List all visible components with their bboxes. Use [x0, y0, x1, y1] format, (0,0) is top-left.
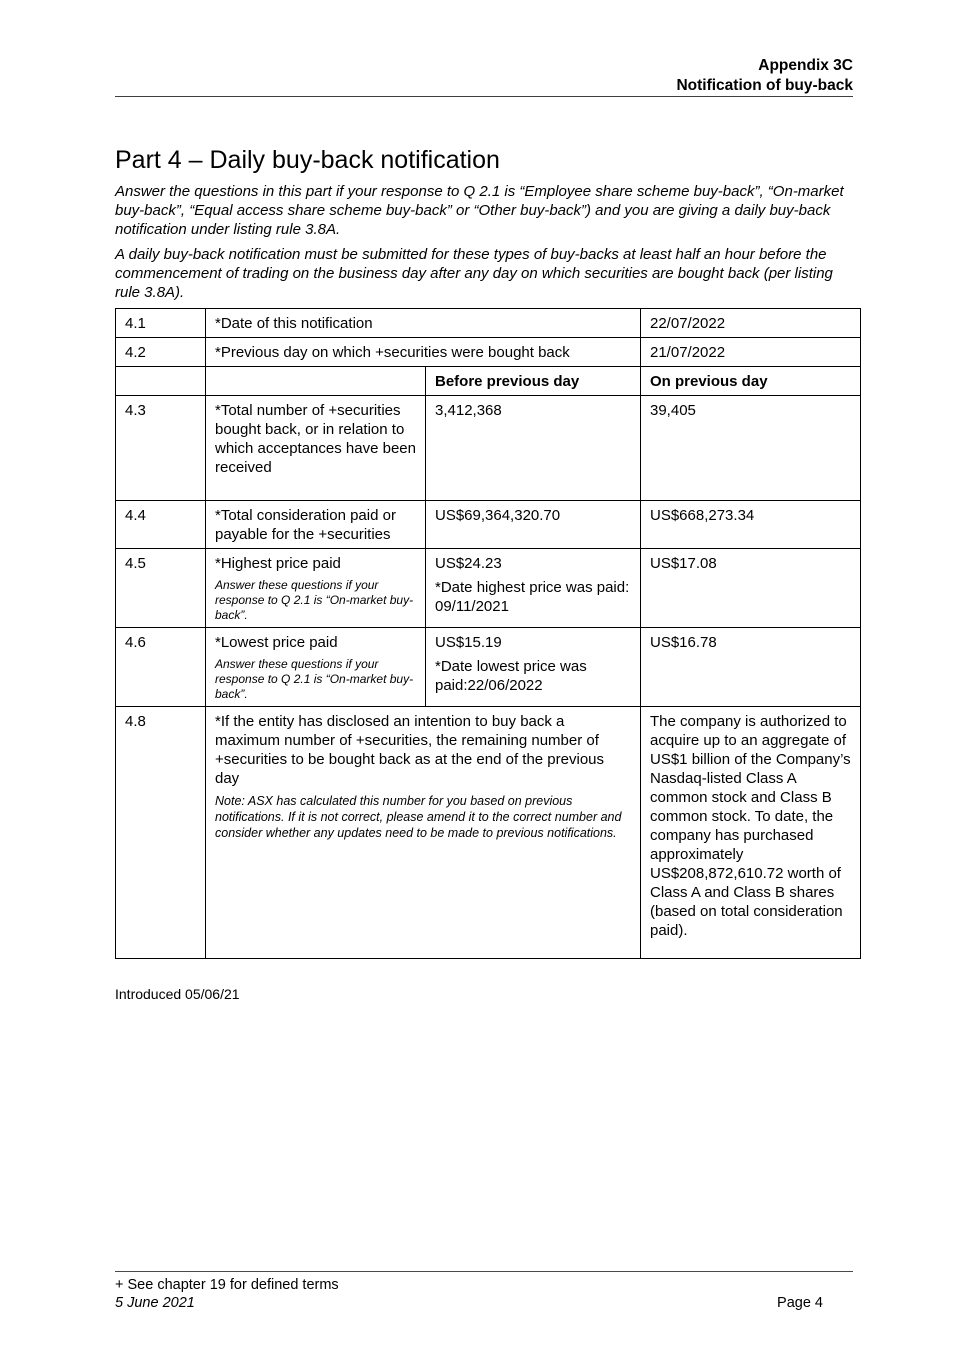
- introduced-note: Introduced 05/06/21: [115, 986, 240, 1002]
- before-price: US$15.19: [435, 634, 502, 651]
- main-content: [115, 146, 860, 1003]
- header-rule: [115, 96, 853, 97]
- item-label: *Total consideration paid or payable for the +securities: [206, 501, 426, 549]
- before-date: *Date highest price was paid: 09/11/2021: [435, 579, 630, 615]
- part-title: Part 4 – Daily buy-back notification: [115, 146, 500, 174]
- before-price: US$24.23: [435, 555, 502, 572]
- item-label-cell: [206, 549, 426, 628]
- intro-paragraph-1: Answer the questions in this part if your response to Q 2.1 is “Employee share scheme buy-back”, “On-market buy-back”, “Equal access share scheme buy-back” or “Other buy-back”) and you are giving a daily buy-back notification under listing rule 3.8A.: [115, 183, 844, 238]
- item-number: 4.1: [116, 309, 206, 338]
- col-header-on: On previous day: [641, 367, 861, 396]
- table-row-4-5: [116, 549, 861, 628]
- item-number: 4.8: [116, 707, 206, 959]
- item-note: Answer these questions if your response to Q 2.1 is “On-market buy-back”.: [215, 578, 414, 622]
- col-header-before: Before previous day: [426, 367, 641, 396]
- item-label: *Previous day on which +securities were bought back: [206, 338, 641, 367]
- buyback-table: [115, 308, 861, 959]
- on-value: US$17.08: [641, 549, 861, 628]
- appendix-label: Appendix 3C: [758, 57, 853, 74]
- item-value: The company is authorized to acquire up to an aggregate of US$1 billion of the Company’s Nasdaq-listed Class A common stock and Class B common stock. To date, the company has purchased approximately US$208,872,610.72 worth of Class A and Class B shares (based on total consideration paid).: [641, 707, 861, 959]
- item-label: *Highest price paid: [215, 555, 341, 572]
- before-value: US$69,364,320.70: [426, 501, 641, 549]
- item-label: *Date of this notification: [206, 309, 641, 338]
- intro-paragraph-2: A daily buy-back notification must be submitted for these types of buy-backs at least half an hour before the commencement of trading on the business day after any day on which securities are bought back (per listing rule 3.8A).: [115, 246, 833, 301]
- item-number: 4.4: [116, 501, 206, 549]
- item-value: 22/07/2022: [641, 309, 861, 338]
- page-number: Page 4: [777, 1295, 823, 1311]
- table-row-4-8: [116, 707, 861, 959]
- table-row-4-2: [116, 338, 861, 367]
- before-value-cell: [426, 549, 641, 628]
- defined-terms-note: + See chapter 19 for defined terms: [115, 1277, 339, 1293]
- before-value: 3,412,368: [426, 396, 641, 501]
- table-row-4-6: [116, 628, 861, 707]
- doc-subtitle: Notification of buy-back: [676, 76, 853, 94]
- item-note: Note: ASX has calculated this number for you based on previous notifications. If it is not correct, please amend it to the correct number and consider whether any updates need to be made to previous notifications.: [215, 794, 622, 840]
- item-note: Answer these questions if your response to Q 2.1 is “On-market buy-back”.: [215, 657, 414, 701]
- item-number: 4.6: [116, 628, 206, 707]
- table-row-4-3: [116, 396, 861, 501]
- table-row-4-1: [116, 309, 861, 338]
- on-value: US$16.78: [641, 628, 861, 707]
- on-value: 39,405: [641, 396, 861, 501]
- footer-left: [115, 1276, 339, 1312]
- empty-cell: [116, 367, 206, 396]
- page-footer: [115, 1271, 853, 1312]
- item-number: 4.5: [116, 549, 206, 628]
- on-value: US$668,273.34: [641, 501, 861, 549]
- item-label: *If the entity has disclosed an intention to buy back a maximum number of +securities, the remaining number of +securities to be bought back as at the end of the previous day: [215, 713, 605, 787]
- item-label: *Lowest price paid: [215, 634, 338, 651]
- doc-header: [115, 56, 853, 95]
- empty-cell: [206, 367, 426, 396]
- item-number: 4.2: [116, 338, 206, 367]
- before-date: *Date lowest price was paid:22/06/2022: [435, 658, 587, 694]
- item-label: *Total number of +securities bought back, or in relation to which acceptances have been received: [206, 396, 426, 501]
- item-label-cell: [206, 628, 426, 707]
- table-column-header-row: [116, 367, 861, 396]
- item-label-cell: [206, 707, 641, 959]
- item-value: 21/07/2022: [641, 338, 861, 367]
- footer-date: 5 June 2021: [115, 1295, 195, 1311]
- before-value-cell: [426, 628, 641, 707]
- item-number: 4.3: [116, 396, 206, 501]
- table-row-4-4: [116, 501, 861, 549]
